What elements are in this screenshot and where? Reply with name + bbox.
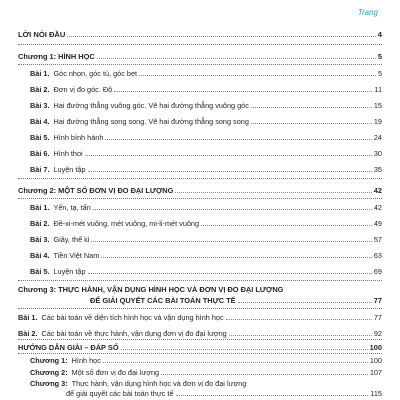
page-number: 92 bbox=[373, 329, 382, 338]
toc-entry-lesson bbox=[30, 149, 382, 158]
toc-entry-preface bbox=[18, 30, 382, 39]
lesson-title: Hai đường thẳng vuông góc. Vẽ hai đường thẳng vuông góc bbox=[53, 101, 249, 110]
toc-entry-lesson bbox=[30, 133, 382, 142]
toc-entry-lesson bbox=[30, 69, 382, 78]
leader-dots bbox=[175, 192, 371, 193]
leader-dots bbox=[88, 171, 372, 172]
toc-entry-lesson bbox=[30, 85, 382, 94]
divider bbox=[18, 339, 382, 340]
lesson-number: Bài 5. bbox=[30, 267, 50, 276]
lesson-number: Bài 3. bbox=[30, 101, 50, 110]
divider bbox=[18, 280, 382, 281]
leader-dots bbox=[88, 273, 372, 274]
page-number: 63 bbox=[373, 251, 382, 260]
leader-dots bbox=[251, 107, 372, 108]
page-number: 77 bbox=[373, 296, 382, 305]
divider bbox=[18, 44, 382, 45]
lesson-title: Góc nhọn, góc tù, góc bẹt bbox=[53, 69, 138, 78]
lesson-number: Bài 7. bbox=[30, 165, 50, 174]
divider bbox=[18, 353, 382, 354]
lesson-title: Tiền Việt Nam bbox=[53, 251, 100, 260]
leader-dots bbox=[105, 139, 372, 140]
leader-dots bbox=[91, 241, 371, 242]
divider bbox=[18, 178, 382, 179]
preface-title: LỜI NÓI ĐẦU bbox=[18, 30, 66, 39]
chapter-title: Chương 1: HÌNH HỌC bbox=[18, 52, 95, 61]
toc-entry-lesson bbox=[30, 267, 382, 276]
toc-entry-lesson bbox=[18, 313, 382, 322]
leader-dots bbox=[201, 225, 372, 226]
toc-entry-lesson bbox=[30, 203, 382, 212]
chapter-title-line-1: Chương 3: THỰC HÀNH, VẬN DỤNG HÌNH HỌC VÀ ĐƠN VỊ ĐO ĐẠI LƯỢNG bbox=[18, 285, 284, 294]
lesson-title: Giây, thế kỉ bbox=[53, 235, 90, 244]
lesson-title: Các bài toán về diện tích hình học và vận dụng hình học bbox=[41, 313, 224, 322]
page-number: 100 bbox=[369, 356, 382, 365]
divider bbox=[18, 64, 382, 65]
divider bbox=[18, 198, 382, 199]
toc-entry-chapter-3 bbox=[18, 285, 382, 294]
page-number: 35 bbox=[373, 165, 382, 174]
lesson-number: Bài 1. bbox=[30, 203, 50, 212]
chapter-name: Hình học bbox=[71, 356, 101, 365]
page-number: 49 bbox=[373, 219, 382, 228]
toc-entry-answer bbox=[30, 368, 382, 377]
lesson-title: Yến, tạ, tấn bbox=[53, 203, 91, 212]
lesson-number: Bài 2. bbox=[30, 85, 50, 94]
toc-entry-lesson bbox=[30, 235, 382, 244]
leader-dots bbox=[67, 36, 375, 37]
toc-entry-lesson bbox=[30, 117, 382, 126]
chapter-name-line-2: để giải quyết các bài toán thực tế bbox=[66, 389, 174, 398]
lesson-number: Bài 2. bbox=[18, 329, 38, 338]
lesson-number: Bài 4. bbox=[30, 117, 50, 126]
page-number: 57 bbox=[373, 235, 382, 244]
lesson-number: Bài 2. bbox=[30, 219, 50, 228]
chapter-name: Một số đơn vị đo đại lượng bbox=[71, 368, 160, 377]
leader-dots bbox=[93, 209, 372, 210]
leader-dots bbox=[139, 75, 376, 76]
page-number: 42 bbox=[373, 186, 382, 195]
leader-dots bbox=[101, 257, 372, 258]
lesson-number: Bài 5. bbox=[30, 133, 50, 142]
page-number: 15 bbox=[373, 101, 382, 110]
lesson-title: Hình thoi bbox=[53, 149, 83, 158]
leader-dots bbox=[161, 374, 368, 375]
lesson-title: Hai đường thẳng song song. Vẽ hai đường thẳng song song bbox=[53, 117, 249, 126]
chapter-label: Chương 3: bbox=[30, 379, 68, 388]
page-number: 100 bbox=[369, 343, 382, 352]
toc-entry-chapter-2 bbox=[18, 186, 382, 195]
page-number: 30 bbox=[373, 149, 382, 158]
page-number: 77 bbox=[373, 313, 382, 322]
lesson-number: Bài 3. bbox=[30, 235, 50, 244]
lesson-number: Bài 4. bbox=[30, 251, 50, 260]
chapter-name: Thực hành, vận dụng hình học và đơn vị đo đại lượng bbox=[71, 379, 247, 388]
page-number: 5 bbox=[377, 69, 382, 78]
page-number: 115 bbox=[370, 389, 382, 398]
leader-dots bbox=[97, 58, 376, 59]
leader-dots bbox=[238, 302, 372, 303]
toc-entry-answers bbox=[18, 343, 382, 352]
toc-entry-chapter-3-line-2 bbox=[90, 296, 382, 305]
chapter-title: Chương 2: MỘT SỐ ĐƠN VỊ ĐO ĐẠI LƯỢNG bbox=[18, 186, 174, 195]
chapter-label: Chương 1: bbox=[30, 356, 68, 365]
page-number: 11 bbox=[374, 85, 382, 94]
lesson-title: Luyện tập bbox=[53, 165, 86, 174]
toc-entry-answer bbox=[30, 379, 382, 388]
leader-dots bbox=[176, 395, 369, 396]
lesson-number: Bài 1. bbox=[30, 69, 50, 78]
leader-dots bbox=[251, 123, 372, 124]
lesson-title: Đơn vị đo góc. Độ bbox=[53, 85, 113, 94]
page-number: 69 bbox=[373, 267, 382, 276]
toc-entry-lesson bbox=[30, 219, 382, 228]
lesson-title: Luyện tập bbox=[53, 267, 86, 276]
page-number: 19 bbox=[373, 117, 382, 126]
lesson-number: Bài 6. bbox=[30, 149, 50, 158]
toc-entry-chapter-1 bbox=[18, 52, 382, 61]
toc-entry-answer-line-2 bbox=[66, 389, 382, 398]
page-number: 4 bbox=[377, 30, 382, 39]
page-column-label: Trang bbox=[357, 8, 378, 17]
divider bbox=[18, 308, 382, 309]
toc-entry-lesson bbox=[30, 165, 382, 174]
chapter-title-line-2: ĐỂ GIẢI QUYẾT CÁC BÀI TOÁN THỰC TẾ bbox=[90, 296, 236, 305]
toc-entry-answer bbox=[30, 356, 382, 365]
toc-entry-lesson bbox=[30, 251, 382, 260]
page-number: 24 bbox=[373, 133, 382, 142]
leader-dots bbox=[114, 91, 372, 92]
toc-entry-lesson bbox=[18, 329, 382, 338]
toc-entry-lesson bbox=[30, 101, 382, 110]
chapter-label: Chương 2: bbox=[30, 368, 68, 377]
leader-dots bbox=[103, 362, 368, 363]
answers-title: HƯỚNG DẪN GIẢI – ĐÁP SỐ bbox=[18, 343, 119, 352]
lesson-number: Bài 1. bbox=[18, 313, 38, 322]
page-number: 5 bbox=[377, 52, 382, 61]
leader-dots bbox=[229, 335, 372, 336]
lesson-title: Hình bình hành bbox=[53, 133, 104, 142]
leader-dots bbox=[85, 155, 372, 156]
page-number: 107 bbox=[369, 368, 382, 377]
leader-dots bbox=[226, 319, 372, 320]
leader-dots bbox=[121, 349, 368, 350]
lesson-title: Các bài toán về thực hành, vận dụng đơn vị đo đại lượng bbox=[41, 329, 227, 338]
page-number: 42 bbox=[373, 203, 382, 212]
lesson-title: Đề-xi-mét vuông, mét vuông, mi-li-mét vuông bbox=[53, 219, 200, 228]
